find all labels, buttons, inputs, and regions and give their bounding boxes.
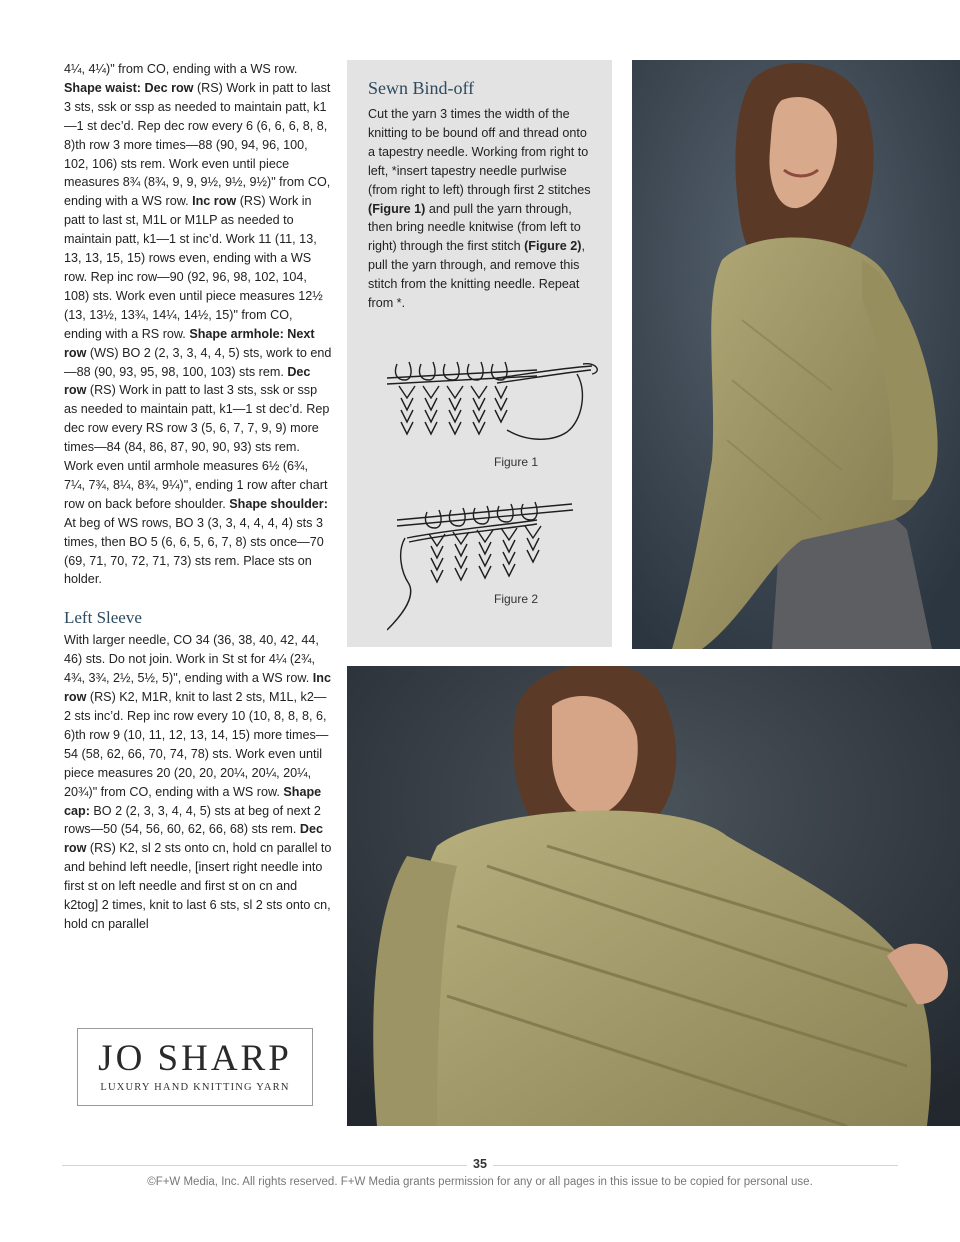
term-inc-row: Inc row — [64, 671, 331, 705]
term-shape-armhole: Shape armhole: Next row — [64, 326, 315, 360]
page-number: 35 — [467, 1157, 493, 1171]
term-dec-row: Dec row — [64, 364, 311, 398]
model-photo-front-view — [347, 666, 960, 1126]
figure2-illustration — [387, 492, 609, 637]
body-paragraph: 4¼, 4¼)" from CO, ending with a WS row. Shape waist: Dec row (RS) Work in patt to last 3 sts, ssk or ssp as needed to maintain patt, k1—1 st dec’d. Rep dec row every 6 (6, 6, 6, 8, 8, 8)th row 3 more times—88 (90, 94, 96, 100, 102, 106) sts rem. Work even until piece measures 8¾ (8¾, 9, 9, 9½, 9½, 9½)" from CO, ending with a WS row. Inc row (RS) Work in patt to last st, M1L or M1LP as needed to maintain patt, k1—1 st inc’d. Work 11 (11, 13, 13, 13, 15, 15) rows even, ending with a WS row. Rep inc row—90 (92, 96, 98, 102, 104, 108) sts. Work even until piece measures 12½ (13, 13½, 13¾, 14¼, 14½, 15)" from CO, ending with a RS row. Shape armhole: Next row (WS) BO 2 (2, 3, 3, 4, 4, 5) sts, work to end—88 (90, 93, 95, 98, 100, 103) sts rem. Dec row (RS) Work in patt to last 3 sts, ssk or ssp as needed to maintain patt, k1—1 st dec’d. Rep dec row every RS row 3 (5, 6, 7, 7, 9, 9) more times—84 (84, 86, 87, 90, 90, 93) sts rem. Work even until armhole measures 6½ (6¾, 7¼, 7¾, 8¼, 8¾, 9¼)", ending 1 row after chart row on back before shoulder. Shape shoulder: At beg of WS rows, BO 3 (3, 3, 4, 4, 4, 4) sts 3 times, then BO 5 (6, 6, 5, 6, 7, 8) sts once—70 (69, 71, 70, 72, 71, 73) sts rem. Place sts on holder. — [64, 62, 332, 587]
figure1-illustration — [387, 350, 609, 450]
term-shape-waist: Shape waist: Dec row — [64, 80, 194, 95]
term-shape-shoulder: Shape shoulder: — [229, 496, 328, 511]
sewn-bind-off-sidebar — [347, 60, 612, 647]
page-number-wrap — [0, 1157, 960, 1171]
pattern-instructions-column — [64, 60, 332, 934]
brand-logo-text: JO SHARP — [98, 1038, 292, 1079]
term-inc-row: Inc row — [192, 194, 237, 209]
photo-illustration — [632, 60, 960, 649]
figure2-label: Figure 2 — [494, 592, 539, 606]
copyright-notice: ©F+W Media, Inc. All rights reserved. F+W Media grants permission for any or all pages in this issue to be copied for personal use. — [147, 1176, 813, 1188]
term-dec-row: Dec row — [64, 822, 324, 856]
term-shape-cap: Shape cap: — [64, 784, 322, 818]
photo-illustration — [347, 666, 960, 1126]
sidebar-text: Cut the yarn 3 times the width of the knitting to be bound off and thread onto a tapestry needle. Working from right to left, *insert tapestry needle purlwise (from right to left) through first 2 stitches (Figure 1) and pull the yarn through, then bring needle knitwise (from left to right) through the first stitch (Figure 2), pull the yarn through, and remove this stitch from the knitting needle. Repeat from *. — [368, 107, 591, 311]
figure1-ref: (Figure 1) — [368, 201, 426, 216]
figure2-ref: (Figure 2) — [524, 239, 582, 254]
body-paragraph: With larger needle, CO 34 (36, 38, 40, 42, 44, 46) sts. Do not join. Work in St st for 4¼ (2¾, 4¾, 3¾, 2½, 5½, 5)", ending with a WS row. Inc row (RS) K2, M1R, knit to last 2 sts, M1L, k2—2 sts inc’d. Rep inc row every 10 (10, 8, 8, 8, 6, 6)th row 9 (10, 11, 12, 13, 14, 15) more times—54 (58, 62, 66, 70, 74, 78) sts. Work even until piece measures 20 (20, 20, 20¼, 20¼, 20¼, 20¾)" from CO, ending with a WS row. Shape cap: BO 2 (2, 3, 3, 4, 4, 5) sts at beg of next 2 rows—50 (54, 56, 60, 62, 66, 68) sts rem. Dec row (RS) K2, sl 2 sts onto cn, hold cn parallel to and behind left needle, [insert right needle into first st on left needle and first st on cn and k2tog] 2 times, knit to last 6 sts, sl 2 sts onto cn, hold cn parallel — [64, 633, 332, 931]
sidebar-title: Sewn Bind-off — [368, 78, 475, 98]
jo-sharp-ad[interactable] — [77, 1028, 313, 1106]
brand-tagline: LUXURY HAND KNITTING YARN — [100, 1082, 290, 1093]
left-sleeve-heading: Left Sleeve — [64, 608, 142, 628]
model-photo-side-view — [632, 60, 960, 649]
figure1-label: Figure 1 — [494, 455, 539, 469]
